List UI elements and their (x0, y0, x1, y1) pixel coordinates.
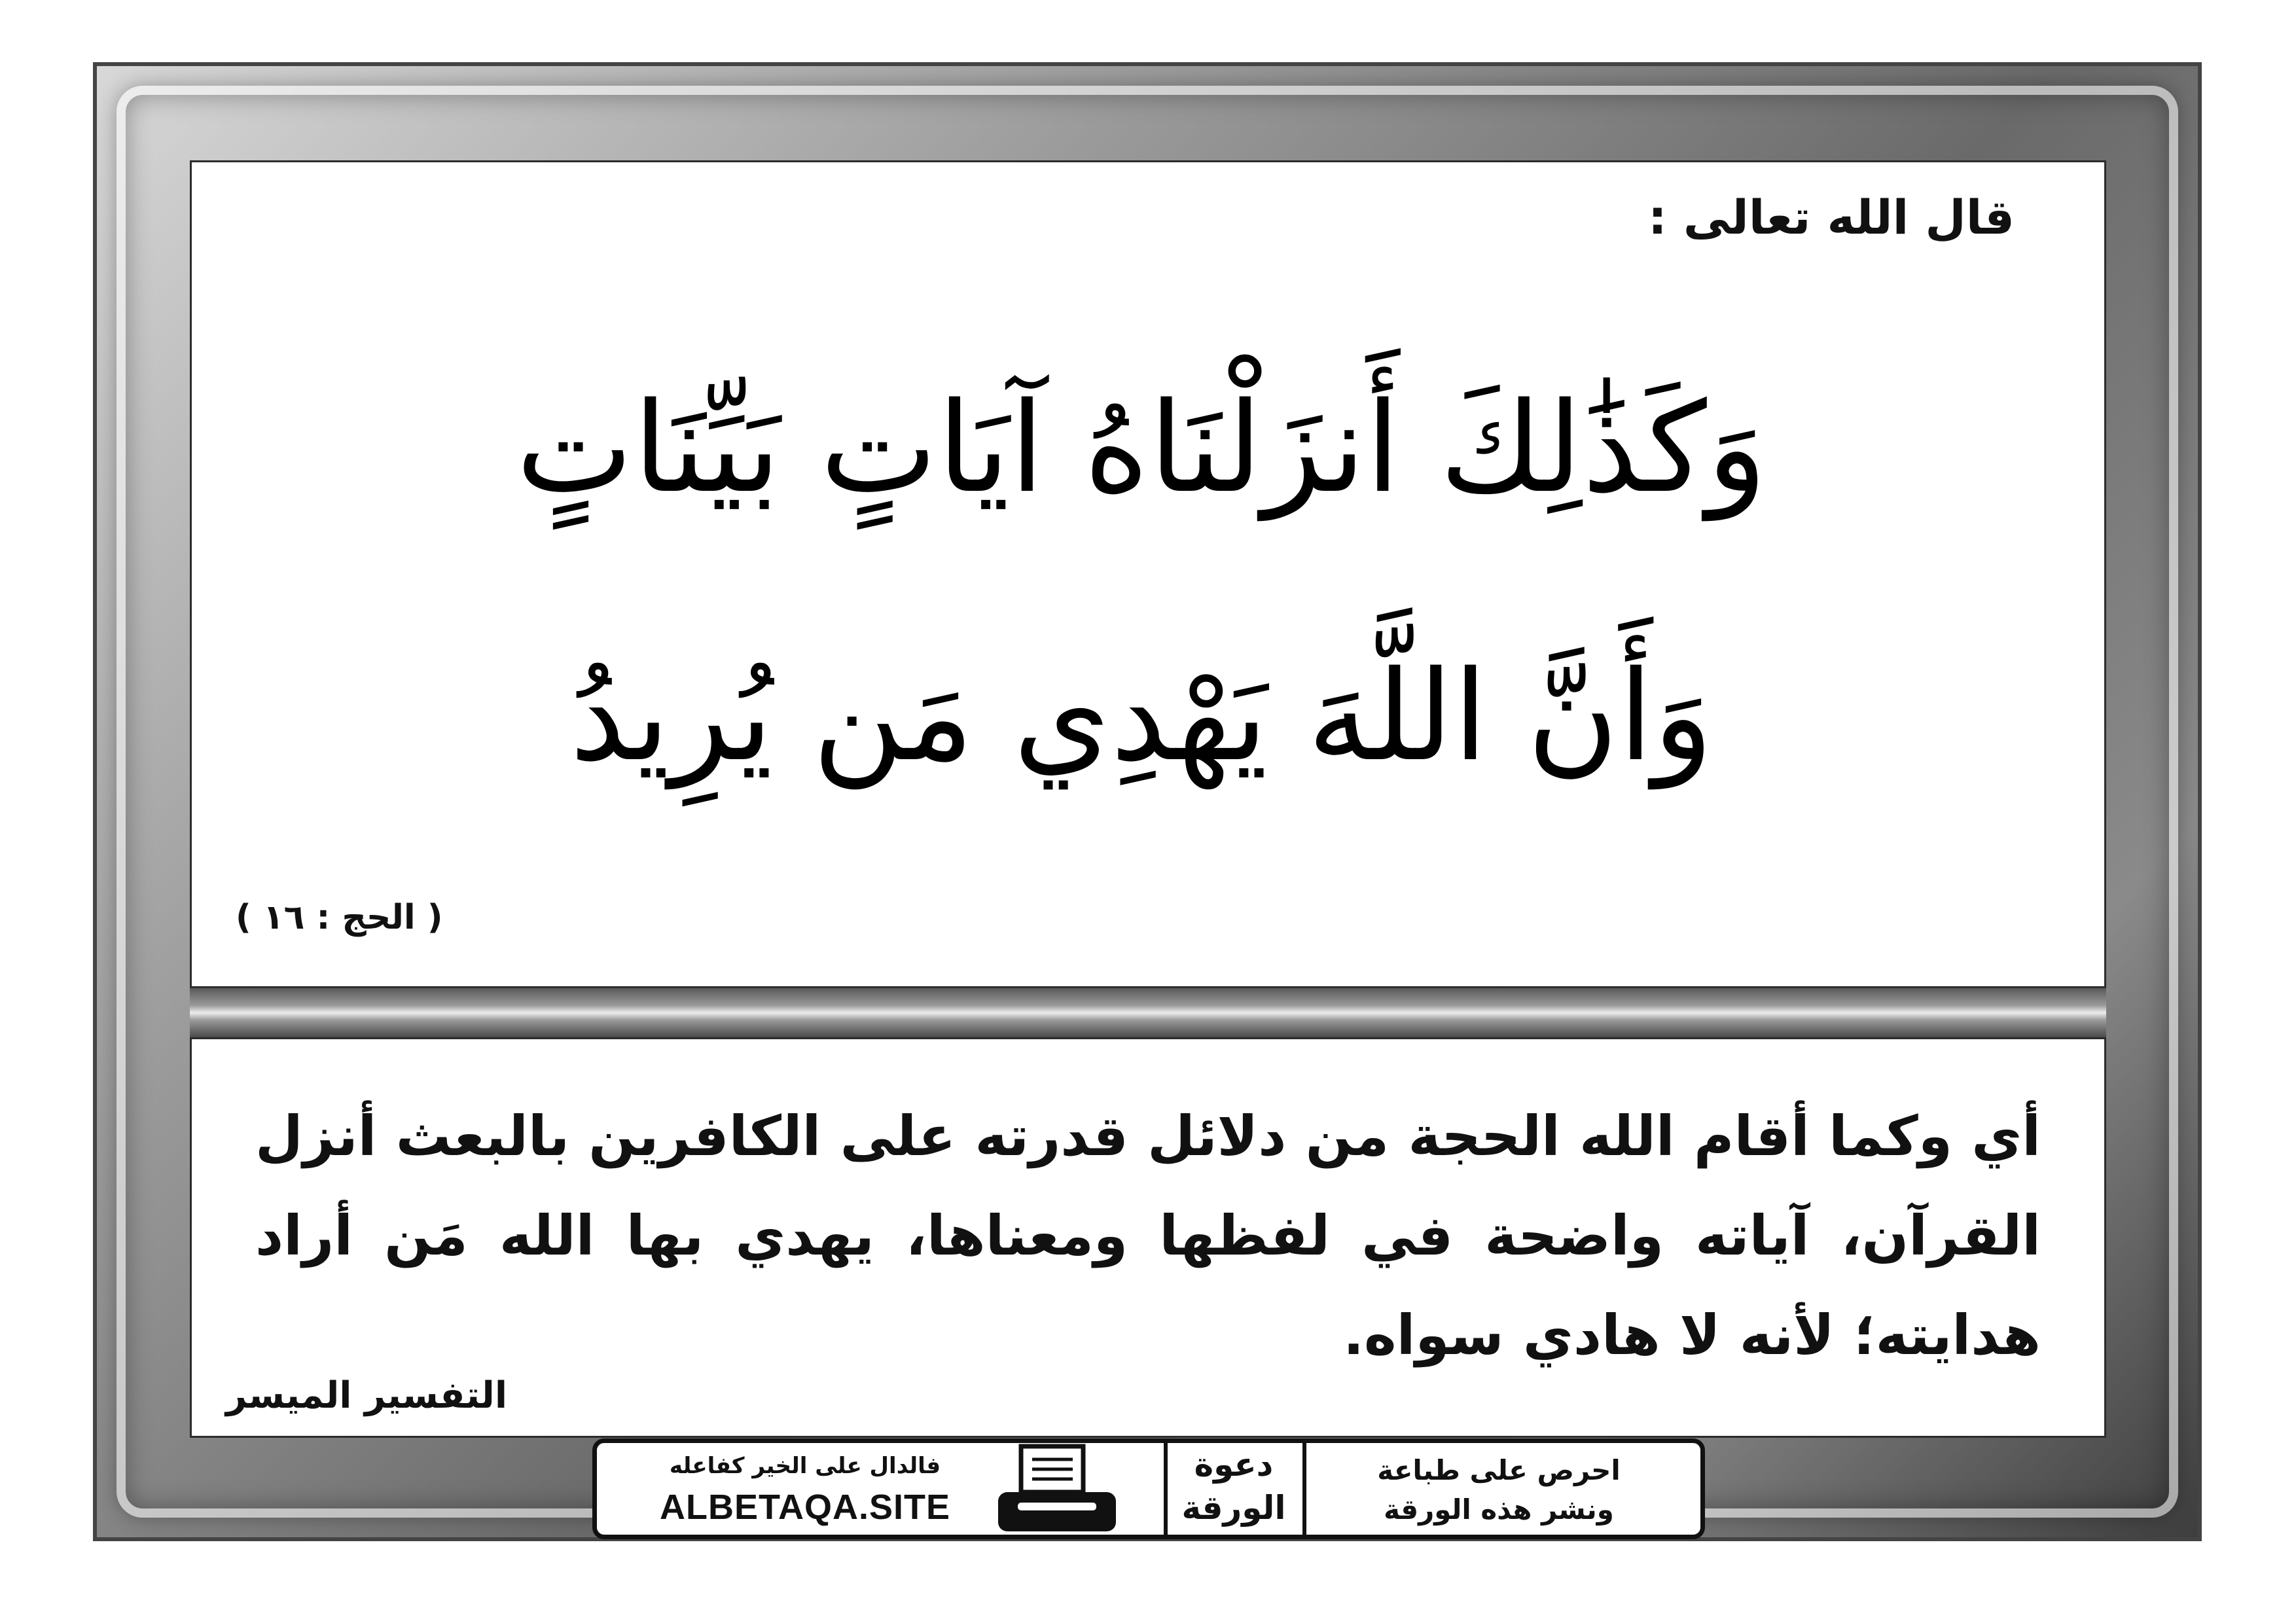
footer-separator (1302, 1438, 1306, 1539)
verse-line-2: وَأَنَّ اللَّهَ يَهْدِي مَن يُرِيدُ (569, 644, 1713, 789)
tafsir-explanation: أي وكما أقام الله الحجة من دلائل قدرته على الكافرين بالبعث أنزل القرآن، آياته واضحة في لفظها ومعناها، يهدي بها الله مَن أراد هدايته؛ لأنه لا هادي سواه. (255, 1104, 2041, 1367)
footer-separator (1164, 1438, 1168, 1539)
footer-appeal-line-1: احرص على طباعة (1377, 1454, 1621, 1486)
verse-intro: قال الله تعالى : (1647, 190, 2015, 245)
brand-logo: دعوة الورقة (1181, 1446, 1286, 1527)
printer-icon (992, 1440, 1122, 1538)
verse-reference: ( الحج : ١٦ ) (236, 898, 443, 937)
verse-line-1: وَكَذَٰلِكَ أَنزَلْنَاهُ آيَاتٍ بَيِّنَاتٍ (516, 376, 1767, 520)
footer-promo: فالدال على الخير كفاعله (669, 1453, 941, 1479)
panel-divider (190, 988, 2106, 1037)
footer-site-link[interactable]: ALBETAQA.SITE (660, 1488, 950, 1527)
footer-appeal-line-2: ونشر هذه الورقة (1384, 1493, 1614, 1525)
tafsir-source: التفسير الميسر (226, 1374, 508, 1417)
verse-panel (190, 160, 2106, 988)
